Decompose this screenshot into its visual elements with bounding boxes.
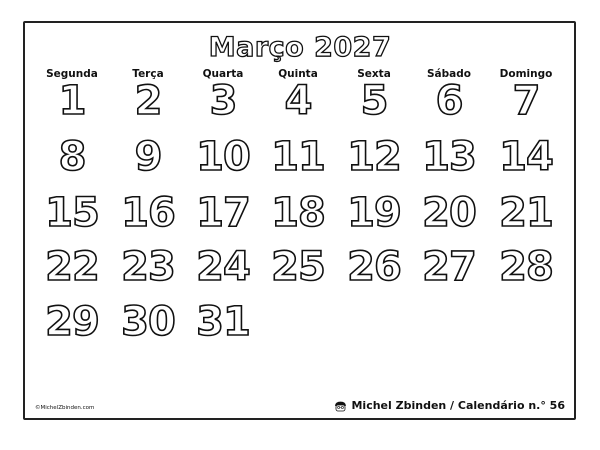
day-cell: 29 [45, 299, 99, 345]
day-cell: 24 [196, 244, 250, 290]
weekday-label: Quarta [202, 68, 244, 80]
day-cell: 26 [347, 244, 401, 290]
weekday-label: Segunda [46, 68, 98, 80]
calendar-title: Março 2027 [208, 32, 392, 63]
day-cell: 20 [422, 190, 476, 236]
website-credit: ©MichelZbinden.com [35, 405, 95, 411]
day-cell: 1 [58, 78, 86, 124]
weekday-label: Sexta [357, 68, 391, 80]
day-cell: 31 [196, 299, 250, 345]
day-cell: 9 [134, 134, 162, 180]
day-cell: 3 [209, 78, 237, 124]
day-cell: 30 [121, 299, 175, 345]
day-cell: 21 [499, 190, 553, 236]
day-cell: 10 [196, 134, 250, 180]
day-cell: 12 [347, 134, 401, 180]
cartoon-face-icon [334, 401, 347, 412]
weekday-label: Terça [132, 68, 164, 80]
day-cell: 28 [499, 244, 553, 290]
day-cell: 23 [121, 244, 175, 290]
day-cell: 18 [271, 190, 325, 236]
day-cell: 13 [422, 134, 476, 180]
day-cell: 27 [422, 244, 476, 290]
day-cell: 11 [271, 134, 325, 180]
day-cell: 8 [58, 134, 86, 180]
author-credit-text: Michel Zbinden / Calendário n.° 56 [351, 399, 565, 412]
day-cell: 4 [284, 78, 312, 124]
day-cell: 2 [134, 78, 162, 124]
weekday-label: Quinta [278, 68, 318, 80]
day-cell: 15 [45, 190, 99, 236]
day-cell: 19 [347, 190, 401, 236]
day-cell: 25 [271, 244, 325, 290]
weekday-label: Domingo [499, 68, 553, 80]
day-cell: 6 [435, 78, 463, 124]
day-cell: 7 [512, 78, 540, 124]
author-credit [334, 399, 565, 413]
day-cell: 22 [45, 244, 99, 290]
weekday-label: Sábado [427, 68, 471, 80]
day-cell: 14 [499, 134, 553, 180]
day-cell: 17 [196, 190, 250, 236]
day-cell: 16 [121, 190, 175, 236]
day-cell: 5 [360, 78, 388, 124]
